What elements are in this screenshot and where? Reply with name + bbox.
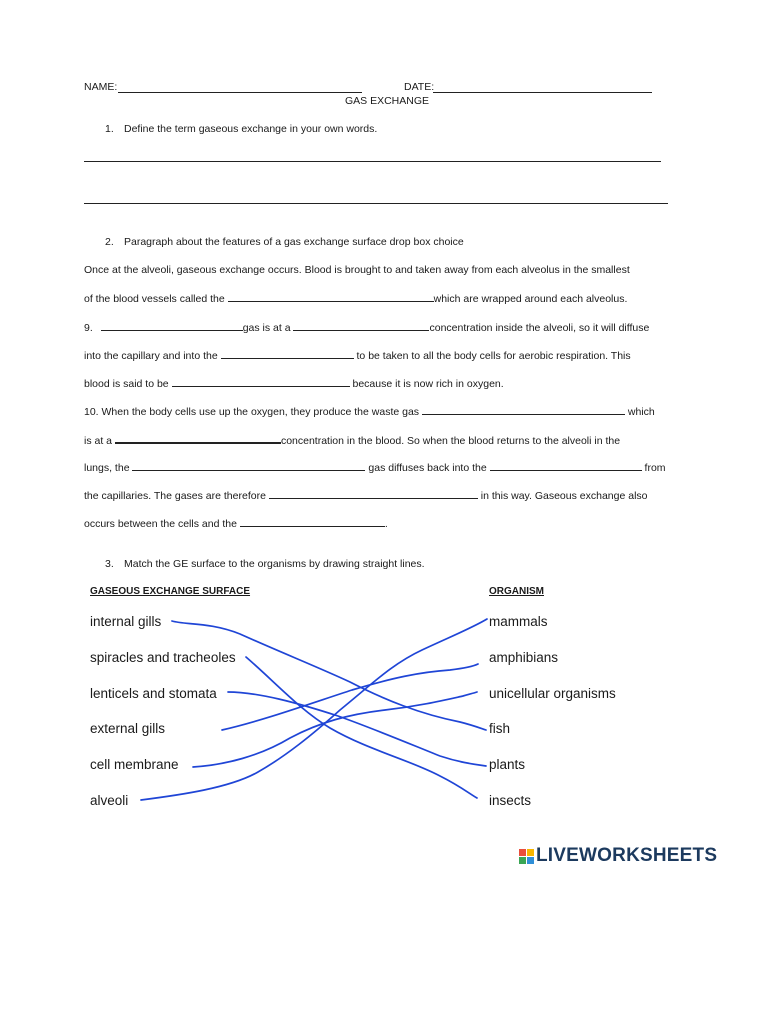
q2-number: 2. (105, 236, 114, 248)
paragraph-line-10 (84, 516, 388, 530)
right-item[interactable]: fish (489, 721, 511, 736)
left-item[interactable]: lenticels and stomata (90, 686, 217, 701)
paragraph-text: because it is now rich in oxygen. (352, 378, 504, 390)
blank-exchanged[interactable] (269, 488, 478, 499)
date-label: DATE: (404, 81, 435, 93)
blank-cells[interactable] (240, 516, 385, 527)
liveworksheets-logo (519, 845, 717, 867)
paragraph-text: the capillaries. The gases are therefore (84, 490, 266, 502)
date-field[interactable] (433, 92, 652, 93)
q1-answer-line-2[interactable] (84, 203, 668, 204)
paragraph-line-2 (84, 291, 627, 305)
q3-number: 3. (105, 558, 114, 570)
blank-concentration-2[interactable] (115, 432, 281, 444)
blank-gas-1[interactable] (101, 320, 243, 331)
paragraph-line-6 (84, 404, 655, 418)
paragraph-text: is at a (84, 435, 113, 447)
left-item[interactable]: spiracles and tracheoles (90, 650, 236, 665)
paragraph-text: concentration inside the alveoli, so it will diffuse (429, 322, 650, 334)
q3-text: Match the GE surface to the organisms by drawing straight lines. (124, 558, 425, 570)
logo-mark-icon (519, 849, 534, 864)
paragraph-text: concentration in the blood. So when the blood returns to the alveoli in the (280, 435, 621, 447)
paragraph-text: in this way. Gaseous exchange also (480, 490, 648, 502)
paragraph-line-9 (84, 488, 648, 502)
blank-destination[interactable] (490, 460, 642, 471)
blank-gas-2[interactable] (132, 460, 365, 471)
right-item[interactable]: plants (489, 757, 526, 772)
paragraph-text: which are wrapped around each alveolus. (433, 293, 628, 305)
blank-concentration-1[interactable] (293, 320, 429, 331)
logo-text: LIVEWORKSHEETS (536, 845, 718, 866)
paragraph-text: from (644, 462, 666, 474)
paragraph-line-5 (84, 376, 504, 390)
match-line-external-gills-amphibians (222, 664, 478, 730)
paragraph-line-7 (84, 432, 620, 447)
left-column-header: GASEOUS EXCHANGE SURFACE (90, 586, 251, 597)
name-field[interactable] (118, 92, 362, 93)
paragraph-number: 9. (84, 322, 93, 334)
blank-vessels[interactable] (228, 291, 434, 302)
right-item[interactable]: amphibians (489, 650, 559, 665)
paragraph-text: to be taken to all the body cells for aerobic respiration. This (356, 350, 631, 362)
paragraph-text: occurs between the cells and the (84, 518, 237, 530)
q1-answer-line-1[interactable] (84, 161, 661, 162)
paragraph-text: 10. When the body cells use up the oxygen, they produce the waste gas (84, 406, 420, 418)
q2-text: Paragraph about the features of a gas exchange surface drop box choice (124, 236, 464, 248)
right-item[interactable]: mammals (489, 614, 548, 629)
paragraph-line-1: Once at the alveoli, gaseous exchange occurs. Blood is brought to and taken away from each alveolus in the smallest (84, 264, 630, 276)
blank-blood-state[interactable] (172, 376, 350, 387)
paragraph-line-3 (84, 320, 649, 334)
left-item[interactable]: internal gills (90, 614, 162, 629)
page-title: GAS EXCHANGE (345, 95, 430, 107)
paragraph-text: lungs, the (84, 462, 130, 474)
q1-number: 1. (105, 123, 114, 135)
paragraph-text: gas is at a (242, 322, 291, 334)
left-item[interactable]: external gills (90, 721, 166, 736)
right-item[interactable]: insects (489, 793, 532, 808)
paragraph-text: gas diffuses back into the (368, 462, 487, 474)
blank-waste-gas[interactable] (422, 404, 625, 415)
paragraph-text: blood is said to be (84, 378, 169, 390)
match-line-spiracles-insects (246, 657, 477, 798)
name-label: NAME: (84, 81, 118, 93)
left-item[interactable]: alveoli (90, 793, 129, 808)
paragraph-text: into the capillary and into the (84, 350, 218, 362)
right-column-header: ORGANISM (489, 586, 544, 597)
match-line-alveoli-mammals (141, 619, 487, 800)
paragraph-line-8 (84, 460, 666, 474)
left-item[interactable]: cell membrane (90, 757, 179, 772)
paragraph-text: of the blood vessels called the (84, 293, 225, 305)
match-line-cell-membrane-unicellular (193, 692, 477, 767)
paragraph-line-4 (84, 348, 631, 362)
paragraph-text: . (384, 518, 388, 530)
blank-transport[interactable] (221, 348, 354, 359)
match-line-internal-gills-fish (172, 621, 486, 730)
paragraph-text: which (627, 406, 655, 418)
right-item[interactable]: unicellular organisms (489, 686, 616, 701)
q1-text: Define the term gaseous exchange in your own words. (124, 123, 378, 135)
match-line-lenticels-plants (228, 692, 486, 766)
